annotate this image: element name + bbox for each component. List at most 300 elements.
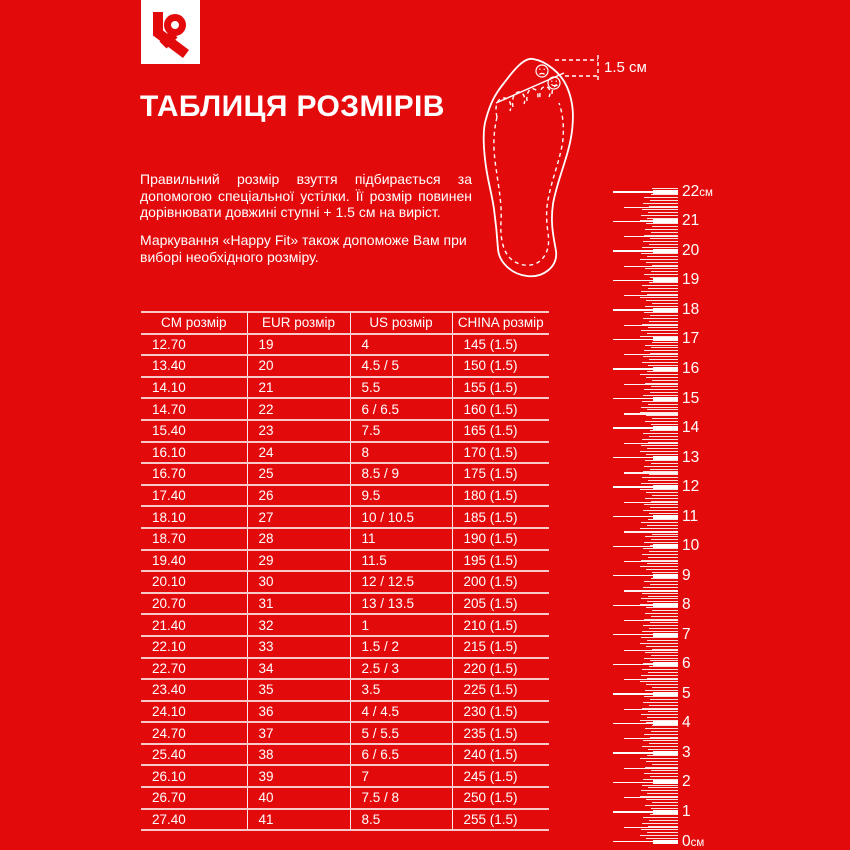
ruler-tick: [647, 563, 678, 564]
ruler-tick: [644, 504, 678, 505]
ruler-tick: [613, 782, 678, 783]
ruler-tick: [648, 596, 678, 597]
ruler-tick: [651, 347, 678, 348]
ruler-tick: [644, 427, 678, 428]
table-row: [141, 679, 549, 701]
ruler-tick: [652, 725, 678, 726]
ruler-tick: [613, 811, 678, 812]
ruler-tick: [645, 575, 678, 576]
ruler-tick: [624, 531, 678, 532]
ruler-tick: [646, 799, 678, 800]
ruler-tick: [642, 401, 678, 402]
ruler-tick: [649, 820, 678, 821]
cell-us: 7.5: [350, 420, 452, 442]
ruler-tick: [624, 472, 678, 473]
ruler-tick: [613, 605, 678, 606]
ruler-label: 15: [682, 389, 700, 407]
cell-cm: 14.70: [141, 398, 247, 420]
ruler-tick: [624, 502, 678, 503]
ruler-tick: [649, 436, 678, 437]
ruler-tick: [643, 779, 678, 780]
ruler-tick: [653, 456, 678, 460]
cell-eur: 23: [247, 420, 350, 442]
ruler-tick: [643, 587, 678, 588]
ruler-tick: [643, 663, 678, 664]
ruler-tick: [648, 672, 678, 673]
ruler-label: 6: [682, 655, 691, 673]
ruler-tick: [652, 572, 678, 573]
ruler-tick: [624, 443, 678, 444]
ruler-tick: [624, 620, 678, 621]
ruler-tick: [653, 721, 678, 725]
ruler-tick: [613, 339, 678, 340]
ruler-tick: [643, 625, 678, 626]
cell-cm: 14.10: [141, 377, 247, 399]
ruler-tick: [645, 652, 678, 653]
cell-eur: 19: [247, 334, 350, 356]
table-row: [141, 658, 549, 680]
cell-china: 155 (1.5): [452, 377, 549, 399]
cell-cm: 24.70: [141, 722, 247, 744]
ruler-tick: [640, 566, 678, 567]
table-row: [141, 398, 549, 420]
ruler-tick: [641, 598, 678, 599]
table-header-row: [141, 312, 549, 334]
ruler-tick: [652, 495, 678, 496]
table-row: [141, 528, 549, 550]
ruler-tick: [651, 539, 678, 540]
cell-us: 12 / 12.5: [350, 571, 452, 593]
table-row: [141, 744, 549, 766]
cell-eur: 25: [247, 463, 350, 485]
ruler-tick: [641, 368, 678, 369]
cell-us: 8.5 / 9: [350, 463, 452, 485]
cell-us: 10 / 10.5: [350, 506, 452, 528]
cell-china: 170 (1.5): [452, 442, 549, 464]
cell-us: 3.5: [350, 679, 452, 701]
ruler-tick: [641, 829, 678, 830]
ruler-label: 13: [682, 448, 700, 466]
ruler-tick: [645, 345, 678, 346]
ruler-tick: [649, 782, 678, 783]
intro-paragraph-1: Правильний розмір взуття підбирається за допомогою спеціальної устілки. Її розмір повинен дорівнювати довжині ступні + 1.5 см на виріст.: [140, 171, 472, 221]
ruler-tick: [613, 723, 678, 724]
ruler-tick: [649, 628, 678, 629]
ruler-tick: [640, 835, 678, 836]
ruler-tick: [651, 309, 678, 310]
ruler-tick: [651, 616, 678, 617]
ruler-tick: [652, 841, 678, 842]
ruler-tick: [640, 643, 678, 644]
ruler-tick: [645, 613, 678, 614]
ruler-tick: [640, 489, 678, 490]
ruler-tick: [651, 424, 678, 425]
ruler-tick: [613, 752, 678, 753]
table-row: [141, 571, 549, 593]
ruler-tick: [646, 377, 678, 378]
cell-cm: 16.10: [141, 442, 247, 464]
ruler-tick: [652, 687, 678, 688]
table-row: [141, 765, 549, 787]
cell-us: 4: [350, 334, 452, 356]
ruler-tick: [651, 731, 678, 732]
ruler-tick: [648, 557, 678, 558]
ruler-tick: [646, 454, 678, 455]
ruler-tick: [646, 838, 678, 839]
ruler-tick: [648, 404, 678, 405]
ruler-tick: [640, 451, 678, 452]
ruler-tick: [651, 501, 678, 502]
table-row: [141, 809, 549, 831]
cell-eur: 36: [247, 701, 350, 723]
table-row: [141, 377, 549, 399]
cell-us: 4 / 4.5: [350, 701, 452, 723]
ruler-label: 3: [682, 743, 691, 761]
ruler-tick: [645, 306, 678, 307]
ruler-tick: [645, 498, 678, 499]
ruler-tick: [649, 666, 678, 667]
ruler-tick: [647, 486, 678, 487]
ruler-tick: [642, 669, 678, 670]
ruler-tick: [648, 519, 678, 520]
ruler-tick: [646, 684, 678, 685]
ruler-tick: [649, 743, 678, 744]
cell-cm: 23.40: [141, 679, 247, 701]
table-row: [141, 485, 549, 507]
table-row: [141, 787, 549, 809]
ruler-tick: [650, 469, 678, 470]
cell-us: 5 / 5.5: [350, 722, 452, 744]
cell-cm: 19.40: [141, 550, 247, 572]
ruler-tick: [644, 696, 678, 697]
table-row: [141, 463, 549, 485]
ruler-tick: [624, 590, 678, 591]
ruler-tick: [647, 640, 678, 641]
allowance-label: 1.5 см: [604, 59, 647, 76]
ruler-tick: [640, 412, 678, 413]
ruler-tick: [648, 749, 678, 750]
ruler-tick: [640, 796, 678, 797]
ruler-tick: [624, 679, 678, 680]
ruler-tick: [644, 542, 678, 543]
ruler-tick: [649, 551, 678, 552]
ruler-label: 22см: [682, 182, 713, 200]
ruler-tick: [651, 386, 678, 387]
col-header-china: CHINA розмір: [452, 312, 549, 334]
col-header-us: US розмір: [350, 312, 452, 334]
cell-eur: 35: [247, 679, 350, 701]
ruler-tick: [642, 516, 678, 517]
ruler-tick: [653, 633, 678, 637]
ruler-tick: [624, 354, 678, 355]
cell-china: 150 (1.5): [452, 355, 549, 377]
table-row: [141, 355, 549, 377]
size-table: [141, 311, 549, 831]
col-header-eur: EUR розмір: [247, 312, 350, 334]
cell-eur: 27: [247, 506, 350, 528]
ruler-tick: [650, 392, 678, 393]
ruler-tick: [650, 622, 678, 623]
ruler-label: 18: [682, 300, 700, 318]
ruler-tick: [643, 318, 678, 319]
ruler-tick: [640, 336, 678, 337]
ruler-tick: [648, 826, 678, 827]
ruler-tick: [643, 395, 678, 396]
cell-cm: 24.10: [141, 701, 247, 723]
cell-china: 215 (1.5): [452, 636, 549, 658]
ruler-label: 14: [682, 419, 700, 437]
ruler-tick: [646, 646, 678, 647]
ruler-tick: [644, 389, 678, 390]
ruler-tick: [644, 312, 678, 313]
col-header-cm: CM розмір: [141, 312, 247, 334]
ruler-tick: [652, 610, 678, 611]
ruler-tick: [646, 492, 678, 493]
ruler-tick: [613, 516, 678, 517]
ruler-tick: [613, 368, 678, 369]
ruler-tick: [624, 650, 678, 651]
cell-us: 4.5 / 5: [350, 355, 452, 377]
cell-china: 255 (1.5): [452, 809, 549, 831]
cell-cm: 21.40: [141, 614, 247, 636]
cell-cm: 26.70: [141, 787, 247, 809]
ruler-tick: [647, 717, 678, 718]
cell-eur: 31: [247, 593, 350, 615]
cell-china: 245 (1.5): [452, 765, 549, 787]
ruler-tick: [642, 324, 678, 325]
ruler-label: 4: [682, 714, 691, 732]
ruler-tick: [653, 337, 678, 341]
ruler-tick: [647, 409, 678, 410]
ruler-tick: [653, 367, 678, 371]
ruler-tick: [649, 474, 678, 475]
ruler-tick: [652, 802, 678, 803]
ruler-label: 19: [682, 271, 700, 289]
cell-cm: 15.40: [141, 420, 247, 442]
ruler-tick: [651, 808, 678, 809]
ruler-tick: [651, 770, 678, 771]
ruler-tick: [642, 477, 678, 478]
ruler-tick: [646, 531, 678, 532]
ruler-tick: [642, 631, 678, 632]
ruler-tick: [624, 797, 678, 798]
ruler-tick: [642, 593, 678, 594]
ruler-tick: [644, 658, 678, 659]
ruler-tick: [646, 415, 678, 416]
ruler-tick: [643, 510, 678, 511]
ruler-label: 12: [682, 478, 700, 496]
ruler-tick: [653, 692, 678, 696]
ruler-tick: [647, 371, 678, 372]
ruler-tick: [641, 752, 678, 753]
ruler-tick: [624, 561, 678, 562]
ruler-tick: [640, 374, 678, 375]
cell-eur: 34: [247, 658, 350, 680]
ruler-tick: [613, 309, 678, 310]
cell-us: 8.5: [350, 809, 452, 831]
cell-cm: 25.40: [141, 744, 247, 766]
ruler-tick: [641, 330, 678, 331]
ruler-tick: [624, 768, 678, 769]
ruler-tick: [645, 536, 678, 537]
ruler-tick: [651, 655, 678, 656]
ruler-tick: [643, 702, 678, 703]
sad-face-icon: [536, 65, 548, 77]
cell-china: 195 (1.5): [452, 550, 549, 572]
ruler-tick: [652, 418, 678, 419]
cell-cm: 22.10: [141, 636, 247, 658]
ruler-tick: [650, 353, 678, 354]
cell-china: 185 (1.5): [452, 506, 549, 528]
cell-us: 6 / 6.5: [350, 398, 452, 420]
ruler-tick: [650, 699, 678, 700]
ruler-label: 20: [682, 241, 700, 259]
ruler-tick: [651, 578, 678, 579]
cell-us: 11.5: [350, 550, 452, 572]
cell-us: 11: [350, 528, 452, 550]
ruler-tick: [643, 471, 678, 472]
ruler-tick: [642, 362, 678, 363]
ruler-tick: [644, 773, 678, 774]
ruler-tick: [645, 728, 678, 729]
cell-us: 7: [350, 765, 452, 787]
cell-china: 200 (1.5): [452, 571, 549, 593]
cell-us: 2.5 / 3: [350, 658, 452, 680]
cell-us: 6 / 6.5: [350, 744, 452, 766]
ruler-tick: [644, 734, 678, 735]
ruler-tick: [645, 805, 678, 806]
cell-cm: 18.70: [141, 528, 247, 550]
ruler-tick: [624, 827, 678, 828]
ruler-tick: [647, 601, 678, 602]
ruler-label: 8: [682, 596, 691, 614]
ruler-tick: [650, 545, 678, 546]
ruler-tick: [653, 397, 678, 401]
cell-cm: 16.70: [141, 463, 247, 485]
cell-eur: 21: [247, 377, 350, 399]
ruler-tick: [613, 693, 678, 694]
ruler-tick: [647, 832, 678, 833]
ruler-tick: [641, 675, 678, 676]
cell-china: 210 (1.5): [452, 614, 549, 636]
cell-cm: 18.10: [141, 506, 247, 528]
cell-us: 5.5: [350, 377, 452, 399]
cell-eur: 41: [247, 809, 350, 831]
cell-eur: 28: [247, 528, 350, 550]
cell-china: 190 (1.5): [452, 528, 549, 550]
ruler-tick: [649, 321, 678, 322]
ruler-tick: [650, 507, 678, 508]
cell-eur: 33: [247, 636, 350, 658]
ruler-tick: [651, 693, 678, 694]
ruler-label: 2: [682, 773, 691, 791]
ruler-label: 1: [682, 802, 691, 820]
ruler-tick: [640, 720, 678, 721]
intro-paragraph-2: Маркування «Happy Fit» також допоможе Вам при виборі необхідного розміру.: [140, 232, 467, 265]
cell-cm: 27.40: [141, 809, 247, 831]
ruler-tick: [650, 430, 678, 431]
ruler-label: 16: [682, 360, 700, 378]
ruler-tick: [642, 439, 678, 440]
ruler-tick: [641, 445, 678, 446]
cell-us: 1.5 / 2: [350, 636, 452, 658]
ruler-tick: [624, 709, 678, 710]
cell-china: 220 (1.5): [452, 658, 549, 680]
cell-eur: 22: [247, 398, 350, 420]
logo-r-icon: [141, 0, 200, 64]
ruler-tick: [640, 758, 678, 759]
ruler-tick: [640, 604, 678, 605]
ruler-tick: [646, 339, 678, 340]
ruler-tick: [652, 534, 678, 535]
ruler-tick: [641, 790, 678, 791]
cell-eur: 24: [247, 442, 350, 464]
table-row: [141, 701, 549, 723]
cell-eur: 30: [247, 571, 350, 593]
ruler-label: 5: [682, 684, 691, 702]
ruler-tick: [648, 787, 678, 788]
ruler-tick: [653, 426, 678, 430]
cell-cm: 22.70: [141, 658, 247, 680]
ruler-tick: [624, 295, 678, 296]
ruler-tick: [642, 785, 678, 786]
ruler-tick: [642, 708, 678, 709]
table-row: [141, 420, 549, 442]
cell-china: 160 (1.5): [452, 398, 549, 420]
table-row: [141, 636, 549, 658]
ruler-tick: [650, 737, 678, 738]
ruler-label: 0см: [682, 832, 705, 850]
ruler-tick: [644, 350, 678, 351]
ruler-tick: [613, 546, 678, 547]
ruler-tick: [652, 649, 678, 650]
ruler-tick: [653, 662, 678, 666]
ruler-tick: [652, 380, 678, 381]
ruler-tick: [650, 660, 678, 661]
cell-china: 145 (1.5): [452, 334, 549, 356]
cell-eur: 29: [247, 550, 350, 572]
ruler-tick: [641, 714, 678, 715]
ruler-tick: [647, 755, 678, 756]
cell-eur: 38: [247, 744, 350, 766]
ruler-tick: [647, 678, 678, 679]
ruler-tick: [653, 515, 678, 519]
ruler-tick: [644, 811, 678, 812]
reima-logo: [141, 0, 200, 64]
table-row: [141, 722, 549, 744]
ruler-tick: [653, 544, 678, 548]
cell-us: 1: [350, 614, 452, 636]
ruler-tick: [647, 525, 678, 526]
ruler-tick: [646, 569, 678, 570]
ruler-tick: [613, 664, 678, 665]
ruler-tick: [642, 746, 678, 747]
ruler-label: 21: [682, 212, 700, 230]
ruler-tick: [641, 407, 678, 408]
ruler-tick: [645, 460, 678, 461]
ruler-tick: [644, 581, 678, 582]
cell-eur: 20: [247, 355, 350, 377]
ruler-label: 11: [682, 507, 699, 525]
ruler-tick: [645, 690, 678, 691]
ruler-tick: [649, 513, 678, 514]
ruler-tick: [646, 607, 678, 608]
cell-china: 205 (1.5): [452, 593, 549, 615]
cell-eur: 37: [247, 722, 350, 744]
ruler-tick: [645, 767, 678, 768]
cell-us: 8: [350, 442, 452, 464]
ruler-tick: [640, 681, 678, 682]
